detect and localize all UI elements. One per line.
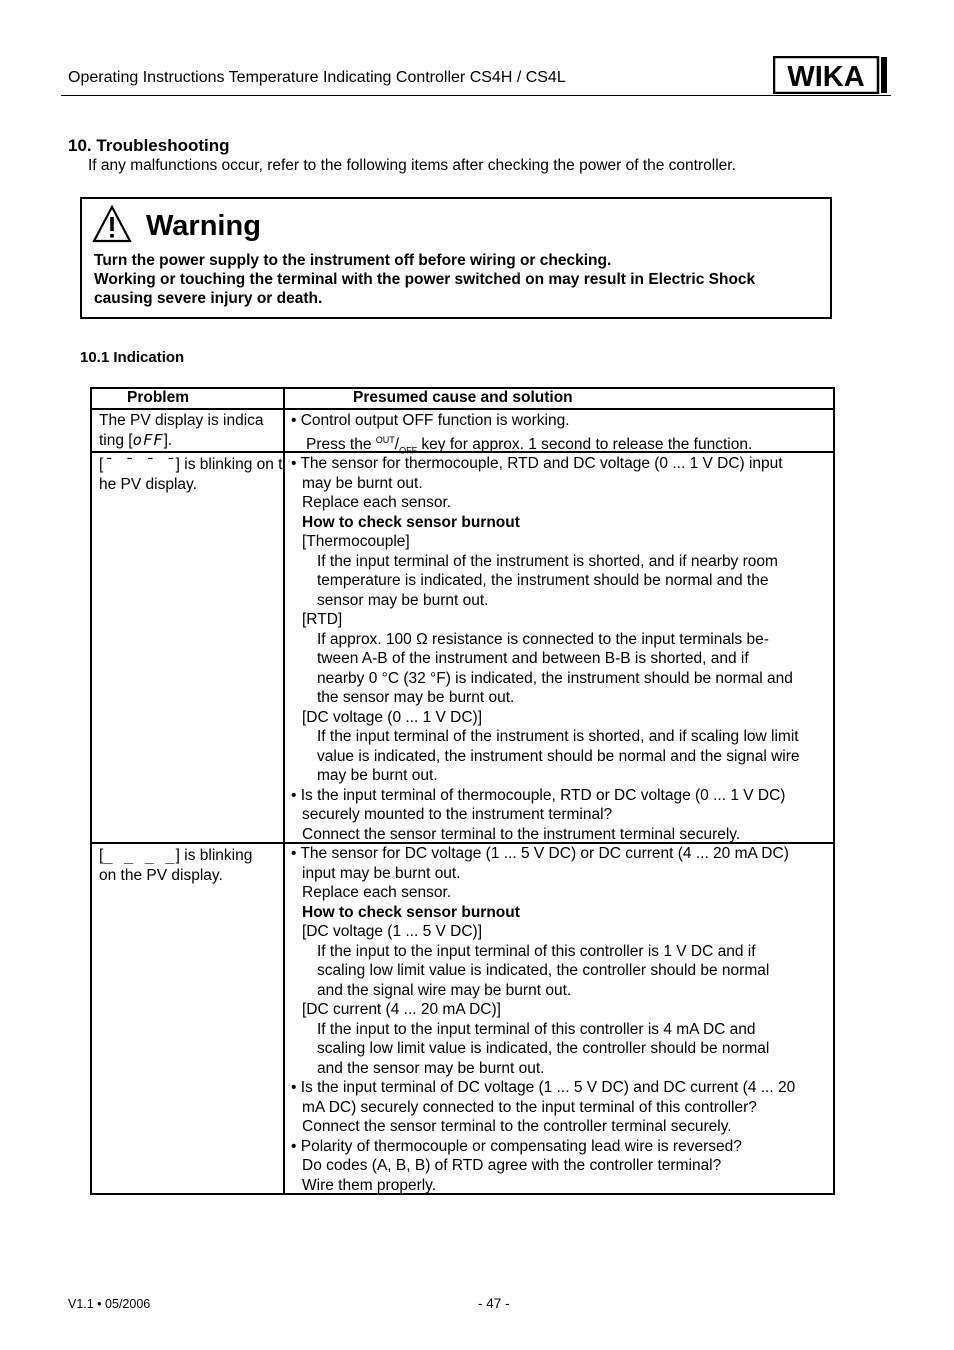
table-header-divider [90,408,833,410]
solution-line: • Control output OFF function is working. [291,412,570,429]
solution-line: temperature is indicated, the instrument should be normal and the [317,572,769,589]
solution-line: and the sensor may be burnt out. [317,1059,545,1077]
solution-line: • The sensor for DC voltage (1 ... 5 V DC) or DC current (4 ... 20 mA DC) [291,845,789,862]
solution-line: nearby 0 °C (32 °F) is indicated, the instrument should be normal and [317,669,793,687]
solution-line: sensor may be burnt out. [317,591,489,609]
solution-line: Replace each sensor. [302,494,452,511]
solution-line: may be burnt out. [302,474,423,492]
table-row-1-problem [99,411,264,450]
subsection-title: 10.1 Indication [80,349,185,366]
table-column-divider [283,387,285,1193]
footer-page-number: - 47 - [478,1296,510,1311]
solution-line: • Polarity of thermocouple or compensating lead wire is reversed? [291,1137,742,1155]
header-rule [61,95,891,96]
document-header-title: Operating Instructions Temperature Indicating Controller CS4H / CS4L [68,69,566,86]
solution-line: Press the $^{OUT}/_{OFF}$ key for approx. 1 second to release the function. [306,434,753,455]
solution-line: [DC voltage (0 ... 1 V DC)] [302,708,483,726]
svg-text:WIKA: WIKA [787,61,865,93]
solution-line: Do codes (A, B, B) of RTD agree with the controller terminal? [302,1157,722,1174]
warning-triangle-icon [92,205,132,243]
solution-line: and the signal wire may be burnt out. [317,981,572,999]
out-key-label: OUT [375,434,395,445]
warning-line: Working or touching the terminal with the power switched on may result in Electric Shock [94,271,756,288]
solution-line: Connect the sensor terminal to the controller terminal securely. [302,1118,732,1135]
solution-line: • Is the input terminal of DC voltage (1 ... 5 V DC) and DC current (4 ... 20 [291,1079,796,1096]
table-row-3-problem [99,846,252,885]
problem-line: he PV display. [99,475,197,493]
problem-line: The PV display is indica [99,412,264,429]
problem-line: ting [oFF]. [99,430,173,449]
table-header-solution: Presumed cause and solution [353,389,573,406]
table-row-2-solution [291,454,800,844]
display-code-off: oFF [132,430,164,449]
solution-line: input may be burnt out. [302,864,461,882]
solution-line: • The sensor for thermocouple, RTD and DC voltage (0 ... 1 V DC) input [291,455,783,472]
solution-line: mA DC) securely connected to the input terminal of this controller? [302,1098,757,1116]
solution-line: If the input to the input terminal of this controller is 1 V DC and if [317,942,756,960]
solution-line: If the input terminal of the instrument is shorted, and if scaling low limit [317,728,799,745]
section-title: 10. Troubleshooting [68,136,230,155]
problem-line: [_ _ _ _] is blinking [99,846,253,864]
solution-line: [RTD] [302,611,343,628]
warning-line: Turn the power supply to the instrument off before wiring or checking. [94,252,612,269]
solution-line: the sensor may be burnt out. [317,689,515,706]
solution-line: • Is the input terminal of thermocouple, RTD or DC voltage (0 ... 1 V DC) [291,786,786,804]
solution-line: securely mounted to the instrument terminal? [302,806,613,823]
display-code-lower-dashes: _ _ _ _ [103,846,176,864]
problem-line: [¯ ¯ ¯ ¯] is blinking on t [99,455,283,473]
warning-title: Warning [146,210,261,242]
solution-line: may be burnt out. [317,767,438,784]
problem-line: on the PV display. [99,866,223,884]
solution-line: scaling low limit value is indicated, the controller should be normal [317,962,770,979]
display-code-upper-dashes: ¯ ¯ ¯ ¯ [103,455,176,473]
footer-version: V1.1 • 05/2006 [68,1297,151,1311]
solution-line: scaling low limit value is indicated, the controller should be normal [317,1040,770,1057]
solution-line: If the input terminal of the instrument is shorted, and if nearby room [317,552,778,570]
solution-heading: How to check sensor burnout [302,513,520,531]
solution-line: Replace each sensor. [302,884,452,901]
solution-line: [DC current (4 ... 20 mA DC)] [302,1001,501,1018]
solution-line: value is indicated, the instrument should be normal and the signal wire [317,747,800,765]
section-intro: If any malfunctions occur, refer to the following items after checking the power of the controller. [88,157,736,174]
solution-heading: How to check sensor burnout [302,903,520,921]
solution-line: Wire them properly. [302,1176,437,1194]
table-row-2-problem [99,455,282,494]
table-row-1-solution [291,411,752,460]
table-header-problem: Problem [127,389,190,406]
solution-line: [Thermocouple] [302,533,410,550]
wika-logo [773,56,888,94]
solution-line: If the input to the input terminal of this controller is 4 mA DC and [317,1020,756,1038]
table-row-3-solution [291,844,795,1195]
solution-line: tween A-B of the instrument and between B-B is shorted, and if [317,650,749,667]
solution-line: [DC voltage (1 ... 5 V DC)] [302,923,483,940]
solution-line: Connect the sensor terminal to the instrument terminal securely. [302,825,741,843]
solution-line: If approx. 100 Ω resistance is connected to the input terminals be- [317,630,769,648]
off-key-label: OFF [399,444,418,455]
warning-line: causing severe injury or death. [94,290,323,307]
